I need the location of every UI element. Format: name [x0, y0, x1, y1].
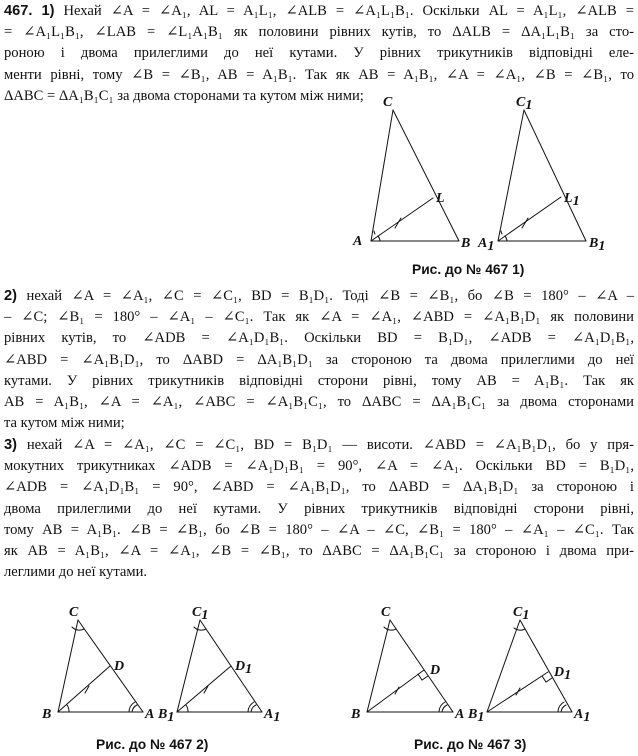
problem-number: 467. — [4, 3, 33, 19]
figure-467-3 — [350, 605, 610, 725]
solution-part-3 — [4, 435, 634, 583]
label-c1-3: C1 — [513, 605, 530, 623]
right-angle-d — [418, 674, 428, 680]
part-1-marker: 1) — [41, 3, 55, 19]
angle-arc-c — [72, 627, 84, 630]
caption-fig-2: Рис. до № 467 2) — [96, 737, 209, 752]
part-2-line-5: кутами. У рівних трикутників відповідні сторони рівні, тому AB = A₁B₁. Так як — [4, 372, 634, 389]
right-angle-d1 — [542, 676, 552, 682]
label-c-3: C — [381, 605, 391, 620]
label-b-2: B — [42, 707, 52, 722]
side-bc — [58, 620, 78, 712]
part-2-line-6: AB = A₁B₁, ∠A = ∠A₁, ∠ABC = ∠A₁B₁C₁, то ΔABC = ΔA₁B₁C₁ за двома сторонами — [4, 394, 634, 411]
figure-467-2 — [40, 605, 281, 725]
angle-arc-b — [67, 705, 69, 712]
bisector-a1l1 — [498, 197, 561, 241]
caption-fig-3: Рис. до № 467 3) — [414, 737, 527, 752]
part-3-line-2: мокутних трикутниках ∠ADB = ∠A₁D₁B₁ = 90°, ∠A = ∠A₁. Оскільки BD = B₁D₁, — [4, 458, 634, 475]
label-a-3: A — [455, 707, 465, 722]
tick-b1d1-3 — [516, 688, 520, 695]
angle-arc-a1 — [505, 236, 507, 241]
angle-arc-a-3b — [442, 705, 447, 712]
angle-arc-c1-3 — [514, 628, 525, 630]
label-b1-3: B1 — [468, 707, 485, 725]
triangle-a1b1c1-2 — [157, 605, 280, 725]
bisector-b1d1 — [177, 666, 231, 712]
triangle-abc-2 — [41, 605, 154, 722]
part-3-line-1: нехай ∠A = ∠A₁, ∠C = ∠C₁, BD = B₁D₁ — висоти. ∠ABD = ∠A₁B₁D₁, бо у пря- — [16, 437, 634, 453]
angle-arc-a1-2 — [251, 705, 256, 712]
label-l1: L1 — [564, 191, 580, 209]
label-b1-2: B1 — [158, 707, 175, 725]
part-3-marker: 3) — [4, 437, 17, 453]
part-1-line-2: = ∠A₁L₁B₁, ∠LAB = ∠L₁A₁B₁ як половини рівних кутів, то ΔALB = ΔA₁L₁B₁ за сто- — [4, 24, 634, 41]
angle-arc-a1-3b — [561, 705, 566, 712]
label-d-3: D — [430, 663, 441, 678]
side-ac — [371, 110, 393, 241]
tick-mark — [395, 218, 401, 228]
triangle-a1b1c1-3 — [467, 605, 590, 725]
part-3-line-7: леглими до неї кутами. — [4, 564, 148, 581]
angle-arc-a-2 — [132, 705, 137, 712]
side-ca-3 — [390, 620, 453, 712]
label-a1-3: A1 — [574, 707, 591, 725]
part-2-line-1: нехай ∠A = ∠A₁, ∠C = ∠C₁, BD = B₁D₁. Тоді ∠B = ∠B₁, бо ∠B = 180° – ∠A – — [16, 288, 634, 304]
angle-arc-c-3 — [384, 627, 396, 630]
label-c1-2: C1 — [192, 605, 209, 623]
part-3-line-3: ∠ADB = ∠A₁D₁B₁ = 90°, ∠ABD = ∠A₁B₁D₁, то ΔABD = ΔA₁B₁D₁ за стороною і — [4, 479, 634, 496]
part-2-line-7: та кутом між ними; — [4, 415, 125, 432]
label-a: A — [353, 234, 363, 249]
side-b1c1 — [177, 620, 200, 712]
label-d1-3: D1 — [554, 665, 572, 683]
label-d: D — [114, 659, 125, 674]
bisector-bd — [58, 666, 110, 712]
angle-arc-a — [378, 236, 380, 241]
caption-fig-1: Рис. до № 467 1) — [412, 262, 525, 277]
figure-467-1 — [340, 95, 630, 254]
label-a-2: A — [145, 707, 155, 722]
part-2-line-3: рівних кутів, то ∠ADB = ∠A₁D₁B₁. Оскільки BD = B₁D₁, ∠ADB = ∠A₁D₁B₁, — [4, 330, 634, 347]
side-c1b1 — [524, 110, 586, 241]
part-2-marker: 2) — [4, 288, 17, 304]
label-a1: A1 — [478, 236, 495, 254]
label-a1-2: A1 — [264, 707, 281, 725]
side-a1c1 — [498, 110, 524, 241]
label-b: B — [461, 236, 471, 251]
part-1-line-1: Нехай ∠A = ∠A₁, AL = A₁L₁, ∠ALB = ∠A₁L₁B₁. Оскільки AL = A₁L₁, ∠ALB = — [54, 3, 635, 19]
part-3-line-4: двома прилеглими до неї кутами. У рівних трикутників відповідні сторони рівні, — [4, 500, 634, 517]
angle-arc-b1 — [186, 705, 188, 712]
bisector-al — [371, 198, 433, 241]
part-1-line-5: ΔABC = ΔA₁B₁C₁ за двома сторонами та кутом між ними; — [4, 87, 364, 104]
label-c-2: C — [69, 605, 79, 620]
side-b1c1-3 — [487, 620, 520, 712]
part-2-line-4: ∠ABD = ∠A₁B₁D₁, то ΔABD = ΔA₁B₁D₁ за стороною та двома прилеглими до неї — [4, 351, 634, 368]
part-3-line-5: тому AB = A₁B₁. ∠B = ∠B₁, бо ∠B = 180° – ∠A – ∠C, ∠B₁ = 180° – ∠A₁ – ∠C₁. Так — [4, 521, 634, 538]
solution-part-1 — [4, 1, 634, 107]
label-b-3: B — [351, 707, 361, 722]
label-c: C — [383, 95, 393, 110]
part-2-line-2: – ∠C; ∠B₁ = 180° – ∠A₁ – ∠C₁. Так як ∠A = ∠A₁, ∠ABD = ∠A₁B₁D₁ як половини — [4, 309, 634, 326]
label-d1: D1 — [235, 659, 253, 677]
side-c1a1-3 — [520, 620, 572, 712]
solution-part-2 — [4, 286, 634, 434]
triangle-a1b1c1 — [477, 95, 605, 254]
angle-arc-c1 — [194, 627, 206, 630]
part-3-line-6: як AB = A₁B₁, ∠A = ∠A₁, ∠B = ∠B₁, то ΔABC = ΔA₁B₁C₁ за стороною і двома при- — [4, 543, 634, 560]
side-cb — [393, 110, 459, 241]
triangle-abc-3 — [350, 605, 464, 722]
label-b1: B1 — [589, 236, 606, 254]
part-1-line-4: менти рівні, тому ∠B = ∠B₁, AB = A₁B₁. Так як AB = A₁B₁, ∠A = ∠A₁, ∠B = ∠B₁, то — [4, 66, 634, 83]
label-c1: C1 — [516, 95, 533, 113]
triangle-abc — [352, 95, 470, 251]
label-l: L — [436, 191, 445, 206]
angle-arc-a-2 — [374, 231, 375, 234]
angle-arc-a1-2 — [501, 231, 502, 234]
part-1-line-3: роною і двома прилеглими до неї кутами. У рівних трикутників відповідні еле- — [4, 45, 634, 62]
